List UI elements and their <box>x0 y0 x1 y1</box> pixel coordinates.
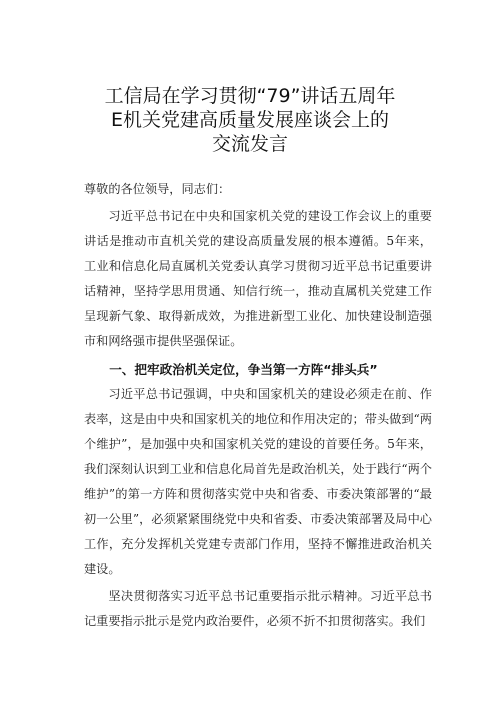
title-line-3: 交流发言 <box>211 133 288 155</box>
paragraph-section-1: 习近平总书记强调，中央和国家机关的建设必须走在前、作表率，这是由中央和国家机关的地位和作用决定的；带头做到“两个维护”，是加强中央和国家机关党的建设的首要任务。5年来，我们深刻认识到工业和信息化局首先是政治机关，处于践行“两个维护”的第一方阵和贯彻落实党中央和省委、市委决策部署的“最初一公里”，必须紧紧围绕党中央和省委、市委决策部署及局中心工作，充分发挥机关党建专责部门作用，坚持不懈推进政治机关建设。 <box>84 387 432 576</box>
document-body <box>84 177 432 634</box>
title-line-1: 工信局在学习贯彻“79”讲话五周年 <box>104 85 396 107</box>
section-heading-1: 一、把牢政治机关定位，争当第一方阵“排头兵” <box>109 362 378 377</box>
paragraph-section-1-continued: 坚决贯彻落实习近平总书记重要指示批示精神。习近平总书记重要指示批示是党内政治要件，必须不折不扣贯彻落实。我们 <box>84 589 432 628</box>
salutation: 尊敬的各位领导，同志们： <box>84 182 231 196</box>
document-title <box>0 84 500 156</box>
paragraph-intro: 习近平总书记在中央和国家机关党的建设工作会议上的重要讲话是推动市直机关党的建设高质量发展的根本遵循。5年来，工业和信息化局直属机关党委认真学习贯彻习近平总书记重要讲话精神，坚持学思用贯通、知信行统一，推动直属机关党建工作呈现新气象、取得新成效，为推进新型工业化、加快建设制造强市和网络强市提供坚强保证。 <box>84 209 432 348</box>
title-line-2: E机关党建高质量发展座谈会上的 <box>110 109 389 131</box>
